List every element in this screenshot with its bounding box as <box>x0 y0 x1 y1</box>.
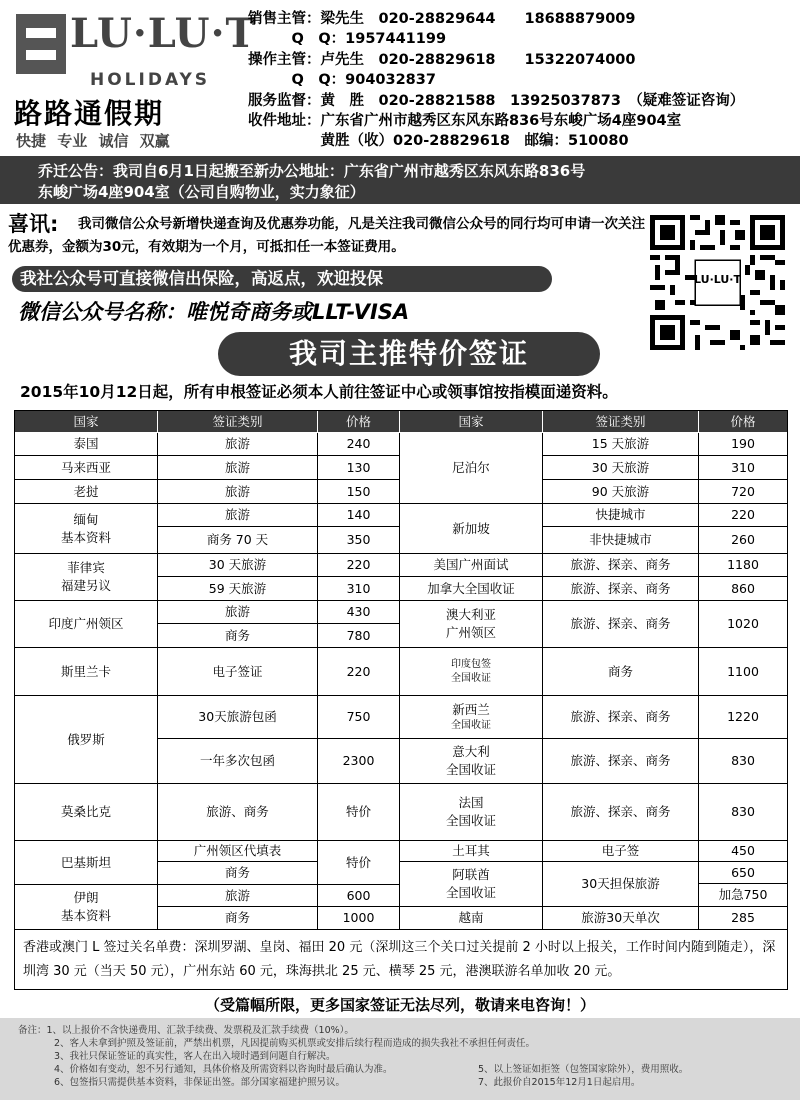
country-name: 意大利 <box>452 744 490 759</box>
country-cell: 印度广州领区 <box>15 601 158 648</box>
visa-type-cell: 旅游、探亲、商务 <box>543 554 699 577</box>
remark-line: 7、此报价自2015年12月1日起启用。 <box>478 1077 641 1088</box>
price-cell: 加急750 <box>699 884 787 907</box>
country-cell <box>400 648 543 696</box>
price-cell: 220 <box>318 648 400 696</box>
logo-text: LU·LU·T <box>70 10 257 57</box>
country-cell <box>400 696 543 739</box>
country-cell: 尼泊尔 <box>400 433 543 504</box>
price-cell: 260 <box>699 527 787 554</box>
visa-type-cell: 旅游、探亲、商务 <box>543 696 699 739</box>
country-cell: 新加坡 <box>400 504 543 554</box>
visa-type-cell: 30 天旅游 <box>543 456 699 480</box>
visa-type-cell: 旅游 <box>158 504 318 527</box>
price-cell: 240 <box>318 433 400 456</box>
price-cell: 600 <box>318 885 400 907</box>
contact-line: Q Q：1957441199 <box>248 31 447 47</box>
remarks-section <box>0 1018 800 1100</box>
price-cell: 1100 <box>699 648 787 696</box>
country-note: 全国收证 <box>451 672 491 684</box>
price-cell: 310 <box>699 456 787 480</box>
country-cell <box>400 601 543 648</box>
country-cell: 斯里兰卡 <box>15 648 158 696</box>
company-logo <box>8 8 257 150</box>
visa-type-cell: 一年多次包函 <box>158 739 318 784</box>
visa-type-cell: 快捷城市 <box>543 504 699 527</box>
contact-line: 黄胜（收）020-28829618 邮编：510080 <box>248 133 629 149</box>
remark-line: 备注：1、以上报价不含快递费用、汇款手续费、发票税及汇款手续费（10%）。 <box>18 1025 354 1036</box>
contact-line: Q Q：904032837 <box>248 72 436 88</box>
country-cell <box>400 862 543 907</box>
visa-type-cell: 旅游 <box>158 480 318 504</box>
remark-line: 2、客人未拿到护照及签证前，严禁出机票，凡因提前购买机票或安排后续行程而造成的损失我社不承担任何责任。 <box>54 1038 536 1049</box>
logo-subtitle: HOLIDAYS <box>90 70 211 90</box>
table-header: 签证类别 <box>543 411 699 433</box>
remark-line: 6、包签指只需提供基本资料，非保证出签。部分国家福建护照另议。 <box>54 1077 346 1088</box>
country-name: 新西兰 <box>452 702 490 717</box>
visa-type-cell: 15 天旅游 <box>543 433 699 456</box>
country-cell: 美国广州面试 <box>400 554 543 577</box>
price-cell: 830 <box>699 739 787 784</box>
country-note: 全国收证 <box>445 813 496 828</box>
price-cell: 650 <box>699 862 787 884</box>
country-cell: 老挝 <box>15 480 158 504</box>
country-note: 全国收证 <box>445 762 496 777</box>
schengen-policy: 2015年10月12日起，所有申根签证必须本人前往签证中心或领事馆按指模面递资料。 <box>20 383 618 401</box>
country-note: 基本资料 <box>60 908 111 923</box>
wechat-account-name: 微信公众号名称：唯悦奇商务或LLT-VISA <box>18 300 410 324</box>
price-cell: 220 <box>699 504 787 527</box>
country-cell <box>15 504 158 554</box>
country-name: 阿联酋 <box>452 867 490 882</box>
price-cell: 780 <box>318 624 400 648</box>
table-header: 签证类别 <box>158 411 318 433</box>
insurance-banner: 我社公众号可直接微信出保险，高返点，欢迎投保 <box>12 266 552 292</box>
visa-type-cell: 电子签证 <box>158 648 318 696</box>
visa-type-cell: 广州领区代填表 <box>158 841 318 862</box>
price-cell: 285 <box>699 907 787 930</box>
price-cell: 830 <box>699 784 787 841</box>
country-note: 广州领区 <box>445 625 496 640</box>
visa-type-cell: 旅游、探亲、商务 <box>543 577 699 601</box>
contact-line: 操作主管：卢先生 020-28829618 15322074000 <box>248 52 636 68</box>
price-cell: 1020 <box>699 601 787 648</box>
price-cell: 130 <box>318 456 400 480</box>
country-cell: 莫桑比克 <box>15 784 158 841</box>
news-text: 我司微信公众号新增快递查询及优惠券功能，凡是关注我司微信公众号的同行均可申请一次关注优惠券，金额为30元，有效期为一个月，可抵扣任一本签证费用。 <box>8 216 645 255</box>
visa-type-cell: 旅游、探亲、商务 <box>543 601 699 648</box>
remark-line: 3、我社只保证签证的真实性，客人在出入境时遇到问题自行解决。 <box>54 1051 336 1062</box>
country-cell: 越南 <box>400 907 543 930</box>
price-cell: 140 <box>318 504 400 527</box>
price-cell: 190 <box>699 433 787 456</box>
logo-s-icon <box>16 14 66 74</box>
visa-type-cell: 30天担保旅游 <box>543 862 699 907</box>
visa-type-cell: 非快捷城市 <box>543 527 699 554</box>
country-cell: 马来西亚 <box>15 456 158 480</box>
country-name: 菲律宾 <box>67 560 105 575</box>
remark-line: 5、以上签证如拒签（包签国家除外），费用照收。 <box>478 1064 689 1075</box>
visa-type-cell: 旅游 <box>158 601 318 624</box>
price-cell: 1220 <box>699 696 787 739</box>
price-cell: 特价 <box>318 841 400 885</box>
visa-type-cell: 30 天旅游 <box>158 554 318 577</box>
qr-logo-text: LU·LU·T <box>694 273 741 286</box>
country-name: 缅甸 <box>73 511 99 527</box>
country-note: 全国收证 <box>451 720 491 731</box>
notice-line: 东峻广场4座904室（公司自购物业，实力象征） <box>38 183 365 201</box>
price-cell: 1000 <box>318 907 400 930</box>
price-cell: 150 <box>318 480 400 504</box>
visa-type-cell: 商务 <box>543 648 699 696</box>
featured-visa-banner: 我司主推特价签证 <box>218 332 600 376</box>
visa-type-cell: 旅游 <box>158 456 318 480</box>
country-name: 澳大利亚 <box>445 607 496 622</box>
contact-line: 销售主管：梁先生 020-28829644 18688879009 <box>248 11 636 27</box>
price-cell: 特价 <box>318 784 400 841</box>
country-cell: 泰国 <box>15 433 158 456</box>
price-cell: 350 <box>318 527 400 554</box>
country-name: 法国 <box>458 795 484 810</box>
visa-type-cell: 30天旅游包函 <box>158 696 318 739</box>
visa-type-cell: 旅游30天单次 <box>543 907 699 930</box>
price-cell: 1180 <box>699 554 787 577</box>
contact-line: 服务监督：黄 胜 020-28821588 13925037873 （疑难签证咨询） <box>248 93 745 109</box>
visa-type-cell: 商务 70 天 <box>158 527 318 554</box>
country-cell <box>15 554 158 601</box>
price-cell: 220 <box>318 554 400 577</box>
contact-line: 收件地址：广东省广州市越秀区东风东路836号东峻广场4座904室 <box>248 113 682 129</box>
visa-type-cell: 59 天旅游 <box>158 577 318 601</box>
price-cell: 750 <box>318 696 400 739</box>
country-cell <box>400 784 543 841</box>
price-cell: 2300 <box>318 739 400 784</box>
country-cell: 巴基斯坦 <box>15 841 158 885</box>
visa-type-cell: 商务 <box>158 907 318 930</box>
company-slogan: 快捷 专业 诚信 双赢 <box>16 132 170 150</box>
news-title: 喜讯: <box>8 212 59 236</box>
hk-macau-note: 香港或澳门 L 签过关名单费：深圳罗湖、皇岗、福田 20 元（深圳这三个关口过关提前 2 小时以上报关，工作时间内随到随走），深圳湾 30 元（当天 50 元），广州东站 60 元，珠海拱北 25 元、横琴 25 元，港澳联游名单加收 20 元。 <box>14 930 788 990</box>
visa-type-cell: 旅游 <box>158 433 318 456</box>
qr-code-icon <box>650 215 785 350</box>
visa-type-cell: 旅游、探亲、商务 <box>543 784 699 841</box>
visa-type-cell: 旅游、探亲、商务 <box>543 739 699 784</box>
notice-line: 乔迁公告：我司自6月1日起搬至新办公地址：广东省广州市越秀区东风东路836号 <box>38 162 586 180</box>
country-cell: 土耳其 <box>400 841 543 862</box>
table-header: 价格 <box>318 411 400 433</box>
table-header: 国家 <box>400 411 543 433</box>
price-cell: 860 <box>699 577 787 601</box>
remark-line: 4、价格如有变动，恕不另行通知，具体价格及所需资料以咨询时最后确认为准。 <box>54 1064 393 1075</box>
visa-type-cell: 旅游 <box>158 885 318 907</box>
table-header: 价格 <box>699 411 787 433</box>
price-cell: 430 <box>318 601 400 624</box>
country-cell <box>15 885 158 930</box>
relocation-notice <box>0 156 800 204</box>
wechat-qr-code <box>650 215 785 350</box>
visa-price-table <box>14 410 788 930</box>
price-cell: 720 <box>699 480 787 504</box>
table-header: 国家 <box>15 411 158 433</box>
visa-type-cell: 电子签 <box>543 841 699 862</box>
price-cell: 450 <box>699 841 787 862</box>
country-note: 基本资料 <box>60 529 111 545</box>
header <box>0 0 800 155</box>
country-cell: 俄罗斯 <box>15 696 158 784</box>
visa-type-cell: 商务 <box>158 862 318 885</box>
visa-type-cell: 商务 <box>158 624 318 648</box>
price-cell: 310 <box>318 577 400 601</box>
country-cell <box>400 739 543 784</box>
country-name: 印度包签 <box>451 658 491 670</box>
company-name: 路路通假期 <box>14 97 165 130</box>
visa-type-cell: 90 天旅游 <box>543 480 699 504</box>
country-note: 全国收证 <box>445 885 496 900</box>
country-name: 伊朗 <box>73 890 99 905</box>
country-cell: 加拿大全国收证 <box>400 577 543 601</box>
limited-space-note: （受篇幅所限，更多国家签证无法尽列，敬请来电咨询！） <box>204 996 595 1014</box>
visa-type-cell: 旅游、商务 <box>158 784 318 841</box>
country-note: 福建另议 <box>60 578 111 593</box>
